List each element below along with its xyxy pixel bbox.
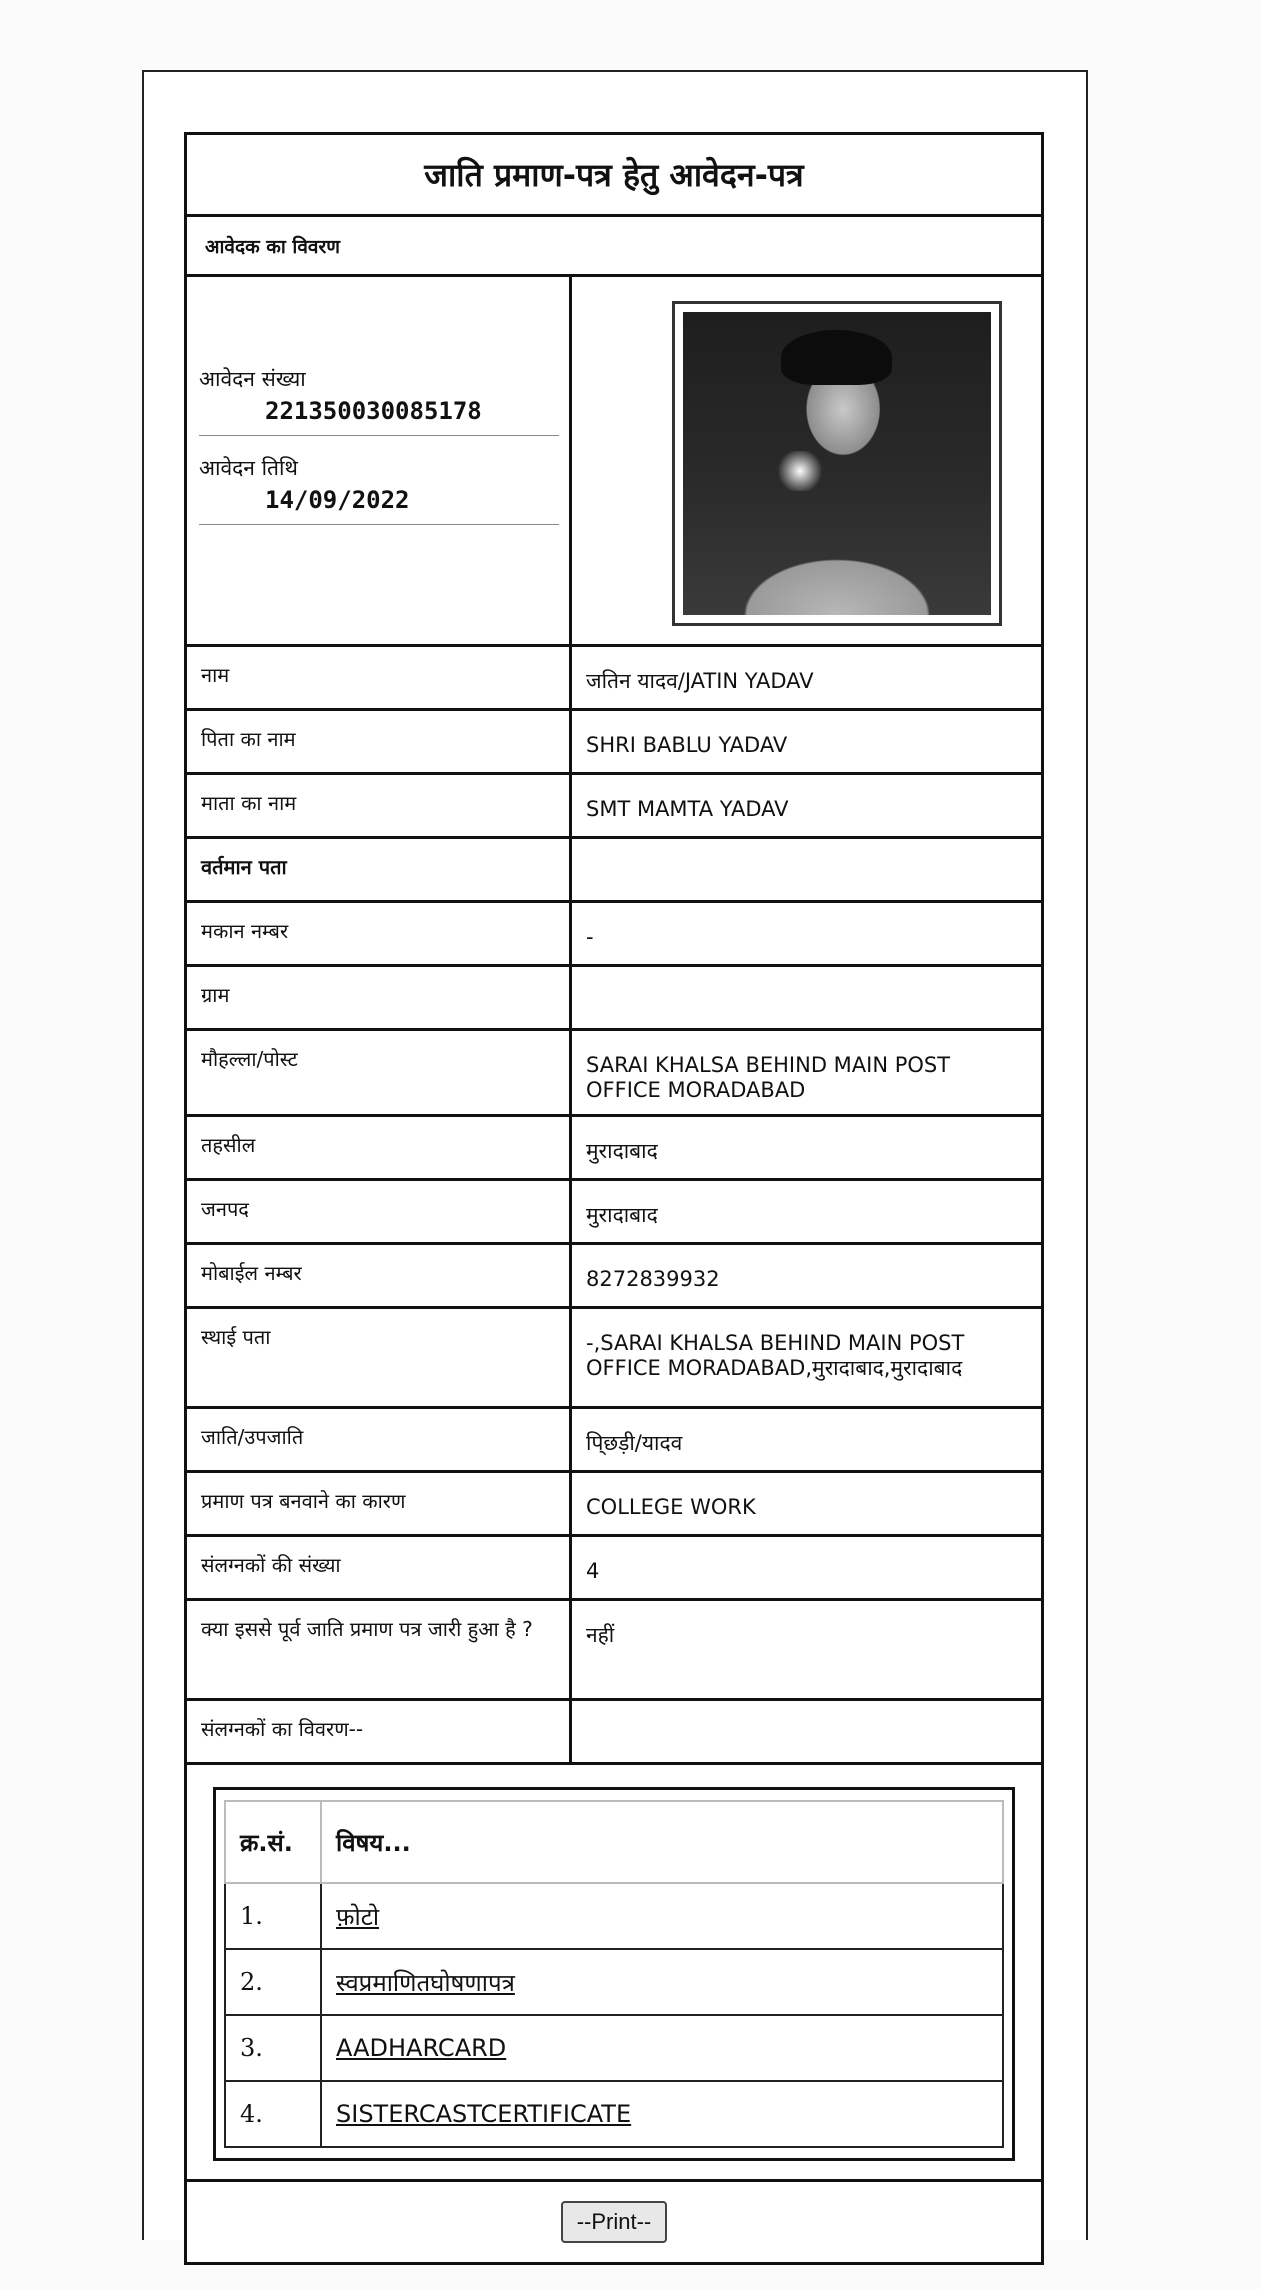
row-father-name	[187, 711, 1041, 775]
application-date-label: आवेदन तिथि	[199, 456, 298, 480]
row-value	[572, 967, 1041, 1028]
row-label: तहसील	[187, 1117, 572, 1178]
row-district	[187, 1181, 1041, 1245]
row-reason	[187, 1473, 1041, 1537]
row-label: ग्राम	[187, 967, 572, 1028]
attachments-table	[224, 1800, 1004, 2148]
row-locality-post	[187, 1031, 1041, 1117]
row-caste	[187, 1409, 1041, 1473]
table-row	[225, 2015, 1003, 2081]
attachment-link[interactable]: SISTERCASTCERTIFICATE	[336, 2100, 632, 2128]
row-label: प्रमाण पत्र बनवाने का कारण	[187, 1473, 572, 1534]
row-label: नाम	[187, 647, 572, 708]
attachment-link[interactable]: स्वप्रमाणितघोषणापत्र	[336, 1968, 515, 1997]
row-label: मौहल्ला/पोस्ट	[187, 1031, 572, 1114]
row-value: -	[586, 925, 594, 949]
row-name	[187, 647, 1041, 711]
print-button[interactable]: --Print--	[561, 2201, 668, 2243]
table-row	[225, 2081, 1003, 2147]
row-mobile-number	[187, 1245, 1041, 1309]
applicant-photo-image	[683, 312, 991, 615]
application-number-label: आवेदन संख्या	[199, 367, 306, 391]
row-label: संलग्नकों की संख्या	[187, 1537, 572, 1598]
row-tehsil	[187, 1117, 1041, 1181]
row-label: क्या इससे पूर्व जाति प्रमाण पत्र जारी हुआ है ?	[187, 1601, 572, 1698]
row-label: वर्तमान पता	[187, 839, 572, 900]
attachment-serial: 4.	[225, 2081, 321, 2147]
attachments-section	[187, 1765, 1041, 2182]
application-meta	[187, 277, 572, 644]
print-row	[187, 2182, 1041, 2262]
row-value: COLLEGE WORK	[586, 1495, 756, 1519]
attachment-serial: 3.	[225, 2015, 321, 2081]
col-serial-header: क्र.सं.	[225, 1801, 321, 1883]
col-subject-header: विषय...	[321, 1801, 1003, 1883]
table-row	[225, 1949, 1003, 2015]
row-previous-certificate	[187, 1601, 1041, 1701]
application-form	[184, 132, 1044, 2265]
attachment-link[interactable]: AADHARCARD	[336, 2034, 507, 2062]
row-label: मकान नम्बर	[187, 903, 572, 964]
row-value: नहीं	[586, 1623, 615, 1647]
row-label: संलग्नकों का विवरण--	[187, 1701, 572, 1762]
row-value: जतिन यादव/JATIN YADAV	[586, 669, 814, 693]
applicant-photo	[672, 301, 1002, 626]
row-value: -,SARAI KHALSA BEHIND MAIN POST OFFICE MORADABAD,मुरादाबाद,मुरादाबाद	[586, 1331, 965, 1381]
attachment-link[interactable]: फ़ोटो	[336, 1902, 380, 1931]
attachment-serial: 2.	[225, 1949, 321, 2015]
row-value: SARAI KHALSA BEHIND MAIN POST OFFICE MORADABAD	[586, 1053, 951, 1103]
document-sheet	[142, 70, 1088, 2240]
row-label: जाति/उपजाति	[187, 1409, 572, 1470]
form-title: जाति प्रमाण-पत्र हेतु आवेदन-पत्र	[187, 135, 1041, 217]
section-heading: आवेदक का विवरण	[187, 217, 1041, 277]
row-label: स्थाई पता	[187, 1309, 572, 1406]
application-date-value: 14/09/2022	[199, 486, 559, 525]
row-value: 8272839932	[586, 1267, 720, 1291]
row-village	[187, 967, 1041, 1031]
table-row	[225, 1883, 1003, 1949]
row-attachment-count	[187, 1537, 1041, 1601]
row-value: SHRI BABLU YADAV	[586, 733, 788, 757]
row-label: पिता का नाम	[187, 711, 572, 772]
application-number-value: 221350030085178	[199, 397, 559, 436]
row-label: जनपद	[187, 1181, 572, 1242]
row-value	[572, 839, 1041, 900]
row-value: मुरादाबाद	[586, 1139, 658, 1163]
attachment-serial: 1.	[225, 1883, 321, 1949]
row-value: 4	[586, 1559, 600, 1583]
row-label: मोबाईल नम्बर	[187, 1245, 572, 1306]
row-permanent-address	[187, 1309, 1041, 1409]
row-mother-name	[187, 775, 1041, 839]
row-house-number	[187, 903, 1041, 967]
row-value	[572, 1701, 1041, 1762]
row-value: मुरादाबाद	[586, 1203, 658, 1227]
row-value: SMT MAMTA YADAV	[586, 797, 789, 821]
application-info-block	[187, 277, 1041, 647]
row-value: पि्छड़ी/यादव	[586, 1431, 683, 1455]
table-header-row	[225, 1801, 1003, 1883]
row-attachment-details	[187, 1701, 1041, 1765]
row-label: माता का नाम	[187, 775, 572, 836]
row-current-address	[187, 839, 1041, 903]
